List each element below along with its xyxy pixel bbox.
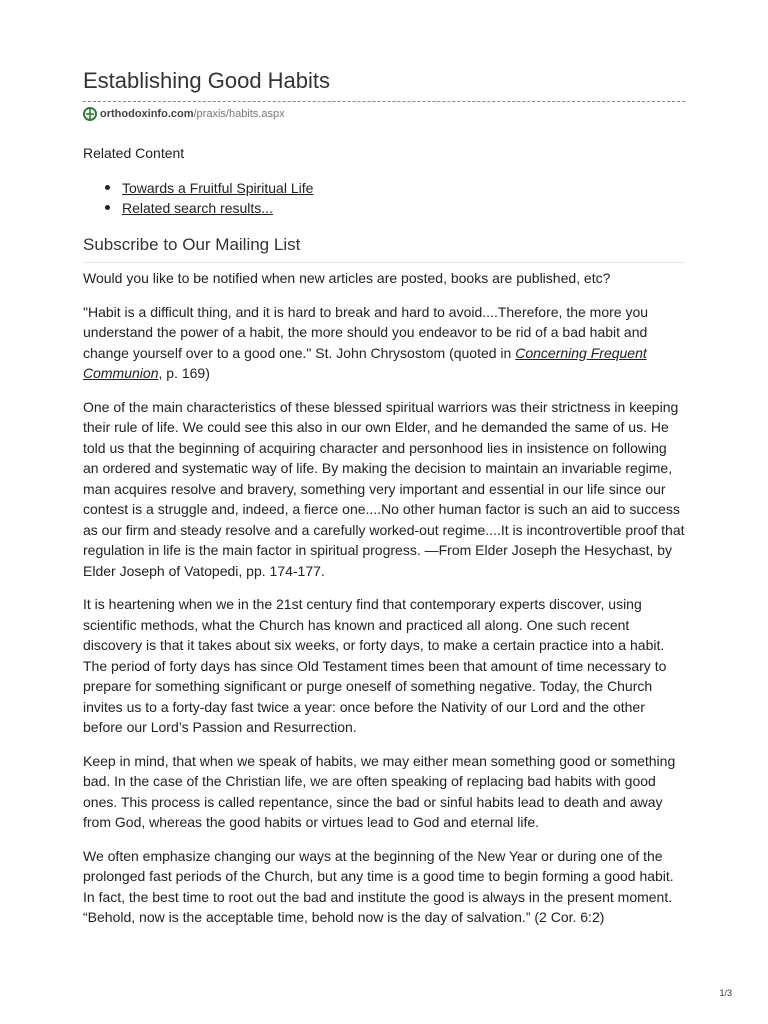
list-item (83, 179, 313, 199)
paragraph-present-moment: We often emphasize changing our ways at the beginning of the New Year or during one of the prolonged fast periods of the Church, but any time is a good time to begin forming a good habit. In fact, the best time to root out the bad and institute the good is always in the present moment. “Behold, now is the acceptable time, behold now is the day of salvation.” (2 Cor. 6:2) (83, 847, 674, 925)
article-body (83, 268, 685, 941)
related-content-heading: Related Content (83, 145, 185, 161)
subscribe-heading: Subscribe to Our Mailing List (83, 235, 301, 254)
related-link-fruitful-spiritual-life[interactable]: Towards a Fruitful Spiritual Life (122, 180, 314, 196)
chrysostom-quote (83, 302, 685, 384)
site-favicon-icon (83, 107, 97, 121)
related-content-list (83, 179, 313, 219)
subscribe-divider (83, 262, 685, 263)
paragraph-repentance: Keep in mind, that when we speak of habits, we may either mean something good or something bad. In the case of the Christian life, we are often speaking of replacing bad habits with good ones. This process is called repentance, since the bad or sinful habits lead to death and away from God, whereas the good habits or virtues lead to God and eternal life. (83, 752, 676, 830)
source-domain: orthodoxinfo.com (100, 108, 194, 120)
subscribe-prompt: Would you like to be notified when new articles are posted, books are published, etc? (83, 270, 611, 286)
title-divider (83, 101, 685, 102)
paragraph-elder-joseph: One of the main characteristics of these blessed spiritual warriors was their strictness in keeping their rule of life. We could see this also in our own Elder, and he demanded the same of us. He told us that the beginning of acquiring character and personhood lies in insistence on following an ordered and systematic way of life. By making the decision to maintain an invariable regime, man acquires resolve and bravery, something very important and essential in our life since our contest is a struggle and, indeed, a fierce one....No other human factor is such an aid to success as our firm and steady resolve and a carefully worked-out regime....It is incontrovertible proof that regulation in life is the main factor in spiritual progress. —From Elder Joseph the Hesychast, by Elder Joseph of Vatopedi, pp. 174-177. (83, 398, 685, 579)
concerning-frequent-communion-link[interactable]: Concerning Frequent Communion (83, 344, 647, 381)
page-number: 1/3 (719, 988, 732, 998)
list-item (83, 199, 313, 219)
page-title: Establishing Good Habits (83, 68, 331, 93)
related-link-search-results[interactable]: Related search results... (122, 200, 273, 216)
source-path: /praxis/habits.aspx (193, 108, 285, 120)
quote-citation: , p. 169) (158, 365, 210, 381)
paragraph-forty-days: It is heartening when we in the 21st century find that contemporary experts discover, using scientific methods, what the Church has known and practiced all along. One such recent discovery is that it takes about six weeks, or forty days, to make a certain practice into a habit. The period of forty days has since Old Testament times been that amount of time necessary to prepare for something significant or purge oneself of something negative. Today, the Church invites us to a forty-day fast twice a year: once before the Nativity of our Lord and the other before our Lord’s Passion and Resurrection. (83, 596, 667, 735)
source-url[interactable] (83, 107, 285, 121)
quote-text: "Habit is a difficult thing, and it is hard to break and hard to avoid....Therefore, the more you understand the power of a habit, the more should you endeavor to be rid of a bad habit and change yourself over to a good one." St. John Chrysostom (quoted in (83, 303, 649, 361)
